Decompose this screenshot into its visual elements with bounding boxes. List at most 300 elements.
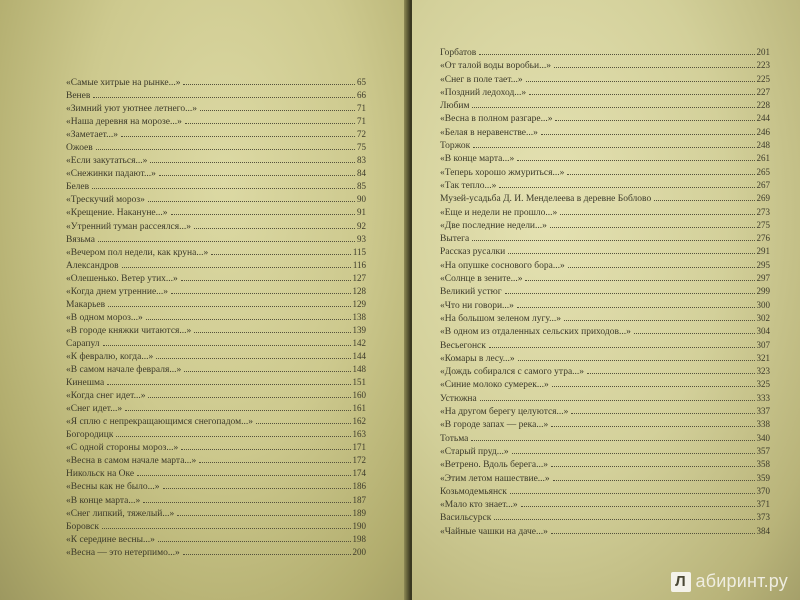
dot-leader (555, 120, 754, 121)
toc-entry (66, 206, 366, 219)
toc-entry-page: 302 (756, 312, 770, 323)
toc-entry-title: «Самые хитрые на рынке...» (66, 78, 181, 88)
toc-entry-page: 163 (352, 429, 366, 440)
toc-entry-page: 148 (352, 364, 366, 375)
toc-entry (440, 325, 770, 338)
dot-leader (194, 228, 355, 229)
toc-entry (66, 298, 366, 311)
dot-leader (159, 175, 355, 176)
dot-leader (150, 162, 355, 163)
dot-leader (116, 436, 350, 437)
toc-entry (66, 102, 366, 115)
toc-entry (66, 363, 366, 376)
dot-leader (199, 462, 350, 463)
toc-entry-page: 384 (756, 525, 770, 536)
toc-entry-page: 371 (756, 499, 770, 510)
toc-entry (440, 511, 770, 524)
toc-entry (66, 115, 366, 128)
toc-entry-page: 373 (756, 512, 770, 523)
toc-entry-title: «Заметает...» (66, 130, 118, 141)
dot-leader (148, 201, 355, 202)
dot-leader (571, 413, 754, 414)
toc-entry-title: Кинешма (66, 378, 105, 389)
toc-entry-page: 93 (357, 233, 366, 244)
toc-entry-title: Венев (66, 91, 91, 102)
toc-entry-title: «Весна — это нетерпимо...» (66, 547, 180, 558)
toc-entry-page: 151 (352, 377, 366, 388)
dot-leader (525, 280, 754, 281)
dot-leader (148, 397, 350, 398)
toc-entry-page: 227 (756, 86, 770, 97)
toc-entry (440, 245, 770, 258)
toc-entry-page: 84 (357, 168, 366, 179)
toc-entry-page: 223 (756, 60, 770, 71)
right-book-page (412, 0, 800, 600)
dot-leader (163, 488, 351, 489)
dot-leader (183, 554, 351, 555)
toc-entry-page: 161 (352, 403, 366, 414)
dot-leader (211, 254, 351, 255)
toc-entry-page: 269 (756, 193, 770, 204)
toc-entry (66, 494, 366, 507)
toc-entry (66, 520, 366, 533)
toc-entry (66, 141, 366, 154)
dot-leader (98, 241, 355, 242)
toc-entry-page: 65 (357, 77, 366, 87)
toc-entry (440, 299, 770, 312)
toc-entry (66, 402, 366, 415)
toc-entry (66, 337, 366, 350)
toc-entry-title: «Олешенько. Ветер утих...» (66, 273, 178, 284)
toc-entry-title: «К февралю, когда...» (66, 351, 154, 362)
toc-entry-title: Великий устюг (440, 287, 502, 298)
toc-entry-page: 358 (756, 459, 770, 470)
toc-entry-title: «Старый пруд...» (440, 446, 509, 457)
dot-leader (177, 515, 350, 516)
toc-entry (440, 86, 770, 99)
toc-entry-title: «Вечером пол недели, как круна...» (66, 247, 209, 258)
dot-leader (200, 110, 355, 111)
toc-entry-title: «Я сплю с непрекращающимся снегопадом...» (66, 417, 254, 428)
toc-entry-page: 115 (352, 246, 366, 257)
toc-entry (66, 76, 366, 89)
dot-leader (489, 347, 755, 348)
toc-entry-page: 71 (357, 103, 366, 114)
toc-entry-page: 198 (352, 533, 366, 544)
toc-entry-title: «Когда днем утренние...» (66, 286, 169, 297)
toc-entry-title: Тотьма (440, 433, 469, 444)
toc-entry (66, 154, 366, 167)
toc-entry (66, 220, 366, 233)
toc-entry-page: 187 (352, 494, 366, 505)
toc-entry-title: Козьмодемьянск (440, 486, 507, 497)
toc-entry-title: Ожоев (66, 143, 93, 154)
toc-entry (66, 311, 366, 324)
dot-leader (551, 533, 755, 534)
toc-list-left (66, 76, 366, 559)
toc-entry-page: 116 (352, 259, 366, 270)
dot-leader (526, 81, 755, 82)
toc-entry-title: Никольск на Оке (66, 469, 135, 480)
toc-entry-title: «Еще и недели не прошло...» (440, 207, 558, 218)
toc-entry-title: «Так тепло...» (440, 180, 497, 191)
dot-leader (92, 188, 355, 189)
toc-entry-page: 66 (357, 90, 366, 101)
toc-entry-page: 228 (756, 100, 770, 111)
dot-leader (96, 149, 355, 150)
toc-entry-title: «Поздний ледоход...» (440, 87, 527, 98)
toc-entry-page: 340 (756, 432, 770, 443)
toc-entry-title: «Весна в полном разгаре...» (440, 114, 553, 125)
toc-entry-page: 261 (756, 153, 770, 164)
toc-entry (440, 472, 770, 485)
toc-entry-page: 200 (352, 546, 366, 557)
dot-leader (479, 54, 754, 55)
toc-entry (440, 259, 770, 272)
toc-entry-title: Любим (440, 101, 470, 112)
dot-leader (551, 426, 754, 427)
dot-leader (171, 214, 356, 215)
toc-entry (66, 167, 366, 180)
dot-leader (143, 502, 350, 503)
toc-entry (66, 480, 366, 493)
toc-entry-title: «Снег идет...» (66, 404, 123, 415)
toc-entry (66, 454, 366, 467)
dot-leader (125, 410, 350, 411)
toc-entry (66, 507, 366, 520)
toc-entry-page: 75 (357, 142, 366, 153)
toc-entry-page: 265 (756, 166, 770, 177)
toc-entry-page: 162 (352, 416, 366, 427)
toc-entry-page: 71 (357, 116, 366, 127)
toc-entry-title: «Комары в лесу...» (440, 353, 515, 364)
toc-entry-title: «Что ни говори...» (440, 300, 514, 311)
dot-leader (183, 84, 355, 85)
toc-entry-page: 91 (357, 207, 366, 218)
labirint-logo-icon: Л (671, 572, 691, 592)
toc-entry-title: «Белая в неравенстве...» (440, 127, 538, 138)
dot-leader (552, 386, 755, 387)
toc-entry-title: «Когда снег идет...» (66, 391, 146, 402)
toc-entry-page: 127 (352, 272, 366, 283)
toc-entry-title: Богородицк (66, 430, 114, 441)
toc-entry-page: 90 (357, 194, 366, 205)
dot-leader (551, 466, 754, 467)
dot-leader (499, 187, 754, 188)
toc-entry-title: «Снежинки падают...» (66, 169, 156, 180)
toc-entry-page: 244 (756, 113, 770, 124)
toc-entry-title: «В одном из отдаленных сельских приходов...» (440, 327, 631, 338)
dot-leader (122, 267, 351, 268)
dot-leader (510, 493, 755, 494)
toc-entry-page: 201 (756, 47, 770, 57)
toc-entry-page: 72 (357, 129, 366, 140)
toc-entry (440, 46, 770, 59)
toc-entry (440, 378, 770, 391)
dot-leader (181, 280, 351, 281)
toc-entry-page: 92 (357, 220, 366, 231)
toc-entry (440, 139, 770, 152)
toc-entry-page: 172 (352, 455, 366, 466)
toc-entry-title: «В конце марта...» (440, 154, 515, 165)
toc-entry-page: 273 (756, 206, 770, 217)
toc-entry (440, 219, 770, 232)
toc-entry-page: 299 (756, 286, 770, 297)
toc-entry-page: 85 (357, 181, 366, 192)
toc-entry (440, 285, 770, 298)
toc-entry (66, 89, 366, 102)
toc-entry-title: «К середине весны...» (66, 534, 155, 545)
toc-entry-page: 248 (756, 140, 770, 151)
toc-entry-page: 142 (352, 337, 366, 348)
toc-entry-title: «Наша деревня на морозе...» (66, 117, 182, 128)
toc-entry-page: 83 (357, 155, 366, 166)
toc-entry-title: Устюжна (440, 393, 477, 404)
toc-entry (66, 285, 366, 298)
toc-entry-title: «В городе запах — река...» (440, 420, 549, 431)
toc-entry-title: «Чайные чашки на даче...» (440, 526, 548, 537)
toc-entry (440, 485, 770, 498)
dot-leader (529, 94, 754, 95)
toc-entry-page: 307 (756, 339, 770, 350)
toc-entry-title: «Снег липкий, тяжелый...» (66, 508, 175, 519)
toc-list-right (440, 46, 770, 538)
toc-entry (440, 458, 770, 471)
toc-entry-title: «Весна в самом начале марта...» (66, 456, 197, 467)
toc-entry (440, 126, 770, 139)
toc-entry (66, 180, 366, 193)
dot-leader (102, 528, 351, 529)
toc-entry (66, 467, 366, 480)
toc-entry (440, 418, 770, 431)
dot-leader (471, 440, 754, 441)
dot-leader (567, 174, 754, 175)
toc-entry-page: 138 (352, 311, 366, 322)
toc-entry-title: «Дождь собирался с самого утра...» (440, 367, 585, 378)
toc-entry-page: 267 (756, 179, 770, 190)
dot-leader (184, 371, 350, 372)
toc-entry-title: Сарапул (66, 338, 100, 349)
toc-entry-page: 225 (756, 73, 770, 84)
toc-entry-title: Горбатов (440, 48, 477, 58)
toc-entry (66, 415, 366, 428)
dot-leader (256, 423, 350, 424)
toc-entry-title: «Две последние недели...» (440, 220, 547, 231)
toc-entry-page: 325 (756, 379, 770, 390)
dot-leader (181, 449, 350, 450)
watermark-text: абиринт.ру (695, 571, 788, 591)
toc-entry (440, 312, 770, 325)
toc-entry-page: 171 (352, 442, 366, 453)
toc-entry-title: Макарьев (66, 299, 106, 310)
toc-entry-page: 321 (756, 352, 770, 363)
toc-entry-page: 370 (756, 485, 770, 496)
toc-entry (66, 546, 366, 559)
toc-entry (66, 233, 366, 246)
toc-entry-page: 275 (756, 219, 770, 230)
dot-leader (517, 160, 754, 161)
toc-entry (66, 376, 366, 389)
toc-entry (66, 389, 366, 402)
toc-entry (440, 392, 770, 405)
toc-entry-title: «На опушке соснового бора...» (440, 260, 565, 271)
toc-entry-page: 174 (352, 468, 366, 479)
dot-leader (634, 333, 755, 334)
dot-leader (654, 200, 754, 201)
toc-entry-page: 291 (756, 246, 770, 257)
dot-leader (521, 506, 755, 507)
dot-leader (517, 307, 755, 308)
toc-entry (440, 498, 770, 511)
toc-entry (66, 441, 366, 454)
toc-entry-page: 160 (352, 390, 366, 401)
toc-entry-page: 246 (756, 126, 770, 137)
toc-entry (440, 112, 770, 125)
dot-leader (121, 136, 355, 137)
dot-leader (480, 400, 755, 401)
dot-leader (107, 384, 350, 385)
toc-entry-page: 186 (352, 481, 366, 492)
dot-leader (553, 480, 755, 481)
toc-entry-title: Александров (66, 260, 119, 271)
toc-entry-title: «С одной стороны мороз...» (66, 443, 179, 454)
toc-entry (440, 405, 770, 418)
toc-entry-title: «Зимний уют уютнее летнего...» (66, 104, 197, 115)
toc-entry (440, 179, 770, 192)
toc-entry (440, 365, 770, 378)
dot-leader (472, 107, 754, 108)
dot-leader (472, 240, 754, 241)
dot-leader (194, 332, 350, 333)
toc-entry-page: 276 (756, 233, 770, 244)
toc-entry-title: «Этим летом нашествие...» (440, 473, 550, 484)
dot-leader (512, 453, 755, 454)
toc-entry-title: Рассказ русалки (440, 247, 506, 258)
toc-entry-page: 128 (352, 285, 366, 296)
toc-entry (440, 432, 770, 445)
dot-leader (185, 123, 355, 124)
toc-entry-page: 304 (756, 326, 770, 337)
toc-entry-title: «Крещение. Накануне...» (66, 208, 168, 219)
toc-entry-title: Вытега (440, 234, 470, 245)
toc-entry-title: «Мало кто знает...» (440, 500, 518, 511)
toc-entry-page: 357 (756, 445, 770, 456)
toc-entry-title: «В конце марта...» (66, 495, 141, 506)
toc-entry-page: 129 (352, 298, 366, 309)
toc-entry (440, 152, 770, 165)
dot-leader (505, 293, 755, 294)
toc-entry-title: «Солнце в зените...» (440, 274, 523, 285)
toc-entry-page: 333 (756, 392, 770, 403)
toc-entry-title: «В одном мороз...» (66, 312, 143, 323)
toc-entry-title: «Утренний туман рассеялся...» (66, 221, 191, 232)
toc-entry-page: 297 (756, 273, 770, 284)
dot-leader (146, 319, 351, 320)
dot-leader (158, 541, 351, 542)
toc-entry (66, 193, 366, 206)
toc-entry (66, 350, 366, 363)
toc-entry (66, 428, 366, 441)
toc-entry-page: 144 (352, 350, 366, 361)
toc-entry-page: 295 (756, 259, 770, 270)
toc-entry-title: Весьегонск (440, 340, 486, 351)
toc-entry-page: 189 (352, 507, 366, 518)
toc-entry (440, 192, 770, 205)
toc-entry-title: «Теперь хорошо жмуриться...» (440, 167, 565, 178)
toc-entry-title: «Синие молоко сумерек...» (440, 380, 549, 391)
toc-entry-title: Васильсурск (440, 513, 492, 524)
toc-entry-title: Боровск (66, 521, 99, 532)
dot-leader (103, 345, 351, 346)
toc-entry (66, 128, 366, 141)
dot-leader (508, 253, 754, 254)
dot-leader (550, 227, 755, 228)
dot-leader (568, 267, 755, 268)
toc-entry (440, 59, 770, 72)
toc-entry (66, 533, 366, 546)
toc-entry (66, 272, 366, 285)
toc-entry-title: «В самом начале февраля...» (66, 365, 182, 376)
dot-leader (560, 214, 754, 215)
dot-leader (587, 373, 754, 374)
toc-entry-page: 338 (756, 419, 770, 430)
toc-entry-page: 359 (756, 472, 770, 483)
toc-entry-title: «От талой воды воробьи...» (440, 61, 551, 72)
dot-leader (156, 358, 350, 359)
toc-entry (440, 445, 770, 458)
toc-entry-page: 323 (756, 366, 770, 377)
toc-entry (440, 525, 770, 538)
toc-entry-title: Вязьма (66, 234, 95, 245)
toc-entry (440, 99, 770, 112)
toc-entry-page: 300 (756, 299, 770, 310)
toc-entry (66, 259, 366, 272)
toc-entry (440, 166, 770, 179)
toc-entry (440, 339, 770, 352)
dot-leader (171, 293, 350, 294)
toc-entry-title: «Ветрено. Вдоль берега...» (440, 460, 549, 471)
dot-leader (108, 306, 350, 307)
toc-entry (66, 324, 366, 337)
toc-entry-title: Торжок (440, 141, 471, 152)
labirint-watermark (671, 571, 788, 592)
toc-entry-title: «На другом берегу целуются...» (440, 407, 569, 418)
toc-entry-title: «Весны как не было...» (66, 482, 160, 493)
toc-entry (440, 232, 770, 245)
toc-entry (440, 73, 770, 86)
dot-leader (494, 519, 754, 520)
toc-entry-title: Белев (66, 182, 90, 193)
dot-leader (541, 134, 755, 135)
dot-leader (554, 67, 755, 68)
toc-entry-page: 190 (352, 520, 366, 531)
toc-entry-title: «На большом зеленом лугу...» (440, 313, 562, 324)
dot-leader (518, 360, 755, 361)
toc-entry (440, 352, 770, 365)
dot-leader (93, 97, 355, 98)
toc-entry (440, 206, 770, 219)
dot-leader (137, 475, 350, 476)
toc-entry-title: «Если закутаться...» (66, 156, 148, 167)
dot-leader (564, 320, 754, 321)
dot-leader (473, 147, 754, 148)
toc-entry-title: «Трескучий мороз» (66, 195, 145, 206)
toc-entry-title: Музей-усадьба Д. И. Менделеева в деревне Боблово (440, 194, 652, 205)
toc-entry-page: 139 (352, 324, 366, 335)
toc-entry-page: 337 (756, 406, 770, 417)
toc-entry (440, 272, 770, 285)
toc-entry-title: «В городе княжки читаются...» (66, 325, 192, 336)
